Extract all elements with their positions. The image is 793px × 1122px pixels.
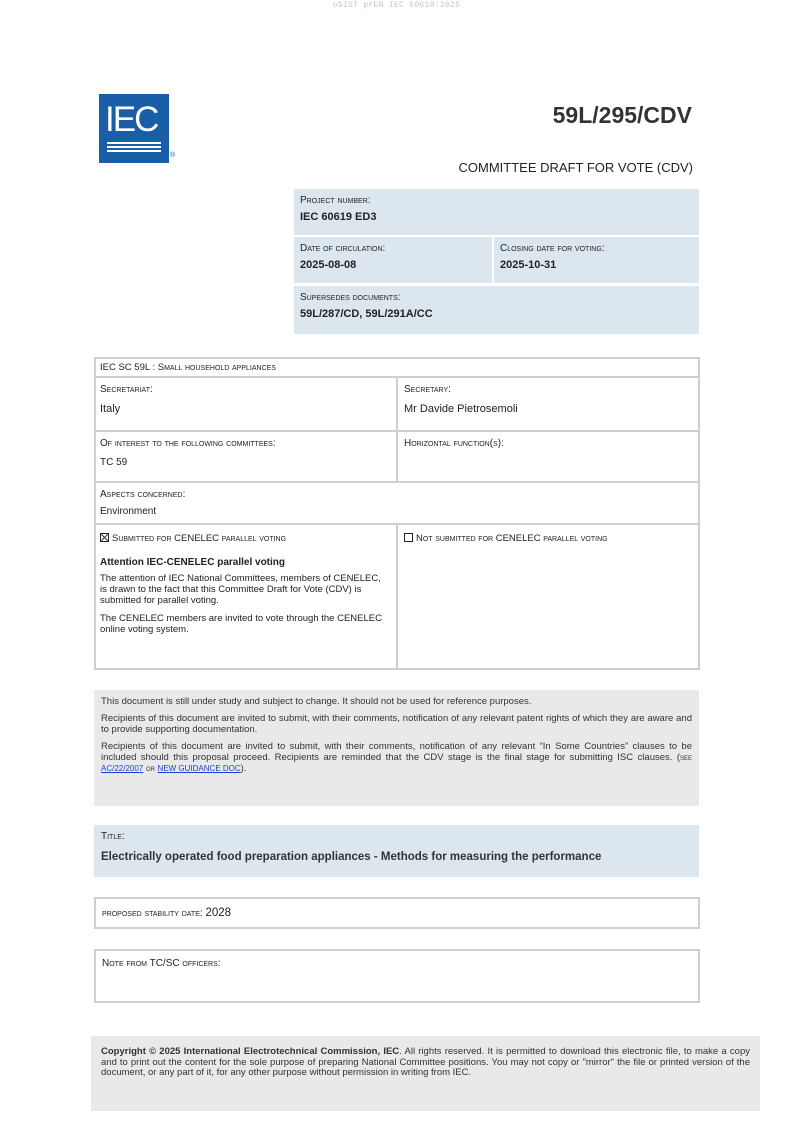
- subcommittee-row: [94, 361, 694, 377]
- subcommittee-prefix: IEC SC 59L :: [100, 362, 158, 373]
- secretariat-value: Italy: [100, 403, 121, 415]
- interest-label: Of interest to the following committees:: [100, 438, 276, 449]
- supersedes-value: 59L/287/CD, 59L/291A/CC: [300, 308, 433, 320]
- copyright-box: [91, 1036, 760, 1111]
- not-submitted-label: Not submitted for CENELEC parallel voting: [416, 533, 608, 544]
- not-submitted-checkbox-row[interactable]: [404, 533, 692, 544]
- supersedes-label: Supersedes documents:: [300, 292, 401, 303]
- new-guidance-doc-link[interactable]: NEW GUIDANCE DOC: [157, 764, 241, 773]
- notice-box: [94, 690, 699, 806]
- supersedes-box: [294, 286, 699, 334]
- watermark: oSIST prEN IEC 60619:2025: [332, 1, 461, 10]
- notice-paragraph-1: This document is still under study and subject to change. It should not be used for reference purposes.: [101, 696, 532, 707]
- secretariat-label: Secretariat:: [100, 384, 153, 395]
- notice-paragraph-3-text: Recipients of this document are invited to submit, with their comments, notification of any relevant “In Some Countries” clauses to be included should this proposal proceed. Recipients are reminded that the CDV stage is the final stage for submitting ISC clauses. (: [101, 741, 692, 763]
- aspects-label: Aspects concerned:: [100, 489, 186, 500]
- logo-text: IEC: [105, 100, 158, 139]
- closing-date-label: Closing date for voting:: [500, 243, 605, 254]
- logo-line: [107, 146, 161, 148]
- project-number-label: Project number:: [300, 195, 371, 206]
- document-reference: 59L/295/CDV: [552, 102, 692, 128]
- logo-line: [107, 142, 161, 144]
- project-number-box: [294, 189, 699, 235]
- closing-date-value: 2025-10-31: [500, 259, 557, 271]
- document-title: Electrically operated food preparation appliances - Methods for measuring the performance: [101, 851, 602, 863]
- document-type: COMMITTEE DRAFT FOR VOTE (CDV): [458, 160, 693, 175]
- attention-paragraph-2: The CENELEC members are invited to vote through the CENELEC online voting system.: [100, 613, 382, 636]
- circulation-date-value: 2025-08-08: [300, 259, 357, 271]
- notice-paragraph-3: [101, 741, 692, 774]
- horizontal-function-label: Horizontal function(s):: [404, 438, 504, 449]
- or-word: or: [145, 763, 155, 773]
- secretary-label: Secretary:: [404, 384, 451, 395]
- attention-paragraph-1: The attention of IEC National Committees, members of CENELEC, is drawn to the fact that this Committee Draft for Vote (CDV) is submitted for parallel voting.: [100, 573, 381, 606]
- iec-logo: [99, 94, 176, 163]
- cenelec-not-submitted-cell: [398, 529, 698, 548]
- title-label: Title:: [101, 831, 125, 842]
- aspects-value: Environment: [100, 506, 157, 517]
- stability-date-box: [94, 897, 700, 929]
- note-label: Note from TC/SC officers:: [102, 958, 221, 969]
- submitted-checkbox-row[interactable]: [100, 533, 390, 544]
- project-number-value: IEC 60619 ED3: [300, 211, 377, 223]
- secretary-cell: [398, 380, 698, 419]
- title-box: [94, 825, 699, 877]
- circulation-date-label: Date of circulation:: [300, 243, 386, 254]
- ac-22-2007-link[interactable]: AC/22/2007: [101, 764, 144, 773]
- see-word: see: [679, 752, 692, 762]
- horizontal-function-cell: [398, 434, 698, 453]
- aspects-cell: [94, 485, 694, 521]
- copyright-text: . All rights reserved. It is permitted to download this electronic file, to make a copy and to print out the content for the sole purpose of preparing National Committee positions. You may not copy or "mirror" the file or printed version of the document, or any part of it, for any other purpose without permission in writing from IEC.: [101, 1046, 750, 1079]
- stability-date-label: proposed stability date:: [102, 908, 203, 919]
- interest-cell: [94, 434, 396, 472]
- secretary-value: Mr Davide Pietrosemoli: [404, 403, 518, 415]
- stability-date-row: [102, 907, 231, 919]
- stability-date-value: 2028: [205, 907, 232, 919]
- copyright-heading: Copyright © 2025 International Electrotechnical Commission, IEC: [101, 1046, 400, 1057]
- logo-line: [107, 150, 161, 152]
- secretariat-cell: [94, 380, 396, 419]
- submitted-label: Submitted for CENELEC parallel voting: [112, 533, 287, 544]
- checked-checkbox-icon[interactable]: [100, 533, 109, 542]
- registered-mark: ®: [170, 152, 176, 159]
- note-box: [94, 949, 700, 1003]
- interest-value: TC 59: [100, 457, 128, 468]
- cenelec-submitted-cell: [94, 529, 396, 640]
- notice-end: ).: [240, 763, 247, 774]
- closing-date-box: [494, 237, 699, 283]
- attention-title: Attention IEC-CENELEC parallel voting: [100, 557, 286, 568]
- unchecked-checkbox-icon[interactable]: [404, 533, 413, 542]
- circulation-date-box: [294, 237, 492, 283]
- notice-paragraph-2: Recipients of this document are invited to submit, with their comments, notification of any relevant patent rights of which they are aware and to provide supporting documentation.: [101, 713, 692, 735]
- subcommittee-name: Small household appliances: [157, 362, 276, 373]
